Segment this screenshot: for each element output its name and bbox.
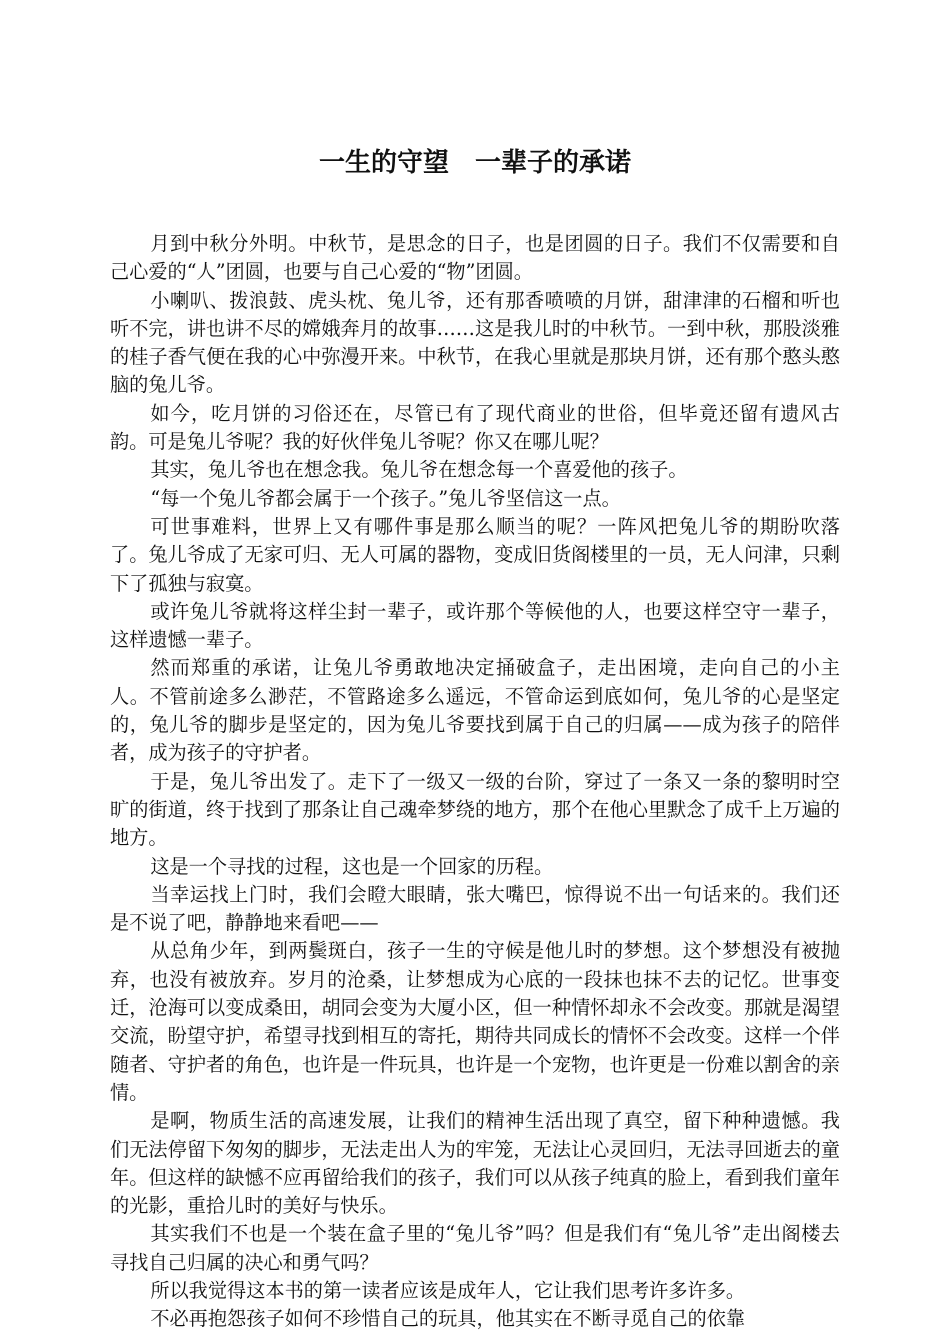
paragraph: 可世事难料，世界上又有哪件事是那么顺当的呢？一阵风把兔儿爷的期盼吹落了。兔儿爷成了无家可归、无人可属的器物，变成旧货阁楼里的一员，无人问津，只剩下了孤独与寂寞。	[110, 514, 840, 595]
paragraph: 是啊，物质生活的高速发展，让我们的精神生活出现了真空，留下种种遗憾。我们无法停留下匆匆的脚步，无法走出人为的牢笼，无法让心灵回归，无法寻回逝去的童年。但这样的缺憾不应再留给我们的孩子，我们可以从孩子纯真的脸上，看到我们童年的光影，重拾儿时的美好与快乐。	[110, 1109, 840, 1218]
paragraph: 于是，兔儿爷出发了。走下了一级又一级的台阶，穿过了一条又一条的黎明时空旷的街道，终于找到了那条让自己魂牵梦绕的地方，那个在他心里默念了成千上万遍的地方。	[110, 769, 840, 850]
paragraph: 或许兔儿爷就将这样尘封一辈子，或许那个等候他的人，也要这样空守一辈子，这样遗憾一辈子。	[110, 599, 840, 652]
article-body	[110, 230, 840, 1334]
paragraph: 当幸运找上门时，我们会瞪大眼睛，张大嘴巴，惊得说不出一句话来的。我们还是不说了吧，静静地来看吧——	[110, 882, 840, 935]
paragraph: 从总角少年，到两鬓斑白，孩子一生的守候是他儿时的梦想。这个梦想没有被抛弃，也没有被放弃。岁月的沧桑，让梦想成为心底的一段抹也抹不去的记忆。世事变迁，沧海可以变成桑田，胡同会变为大厦小区，但一种情怀却永不会改变。那就是渴望交流，盼望守护，希望寻找到相互的寄托，期待共同成长的情怀不会改变。这样一个伴随者、守护者的角色，也许是一件玩具，也许是一个宠物，也许更是一份难以割舍的亲情。	[110, 939, 840, 1104]
paragraph: 然而郑重的承诺，让兔儿爷勇敢地决定捅破盒子，走出困境，走向自己的小主人。不管前途多么渺茫，不管路途多么遥远，不管命运到底如何，兔儿爷的心是坚定的，兔儿爷的脚步是坚定的，因为兔儿爷要找到属于自己的归属——成为孩子的陪伴者，成为孩子的守护者。	[110, 656, 840, 765]
paragraph: 这是一个寻找的过程，这也是一个回家的历程。	[150, 854, 554, 878]
paragraph: 其实，兔儿爷也在想念我。兔儿爷在想念每一个喜爱他的孩子。	[150, 458, 688, 482]
paragraph: 不必再抱怨孩子如何不珍惜自己的玩具，他其实在不断寻觅自己的依靠	[150, 1307, 746, 1331]
paragraph: “每一个兔儿爷都会属于一个孩子。”兔儿爷坚信这一点。	[150, 486, 621, 510]
paragraph: 小喇叭、拨浪鼓、虎头枕、兔儿爷，还有那香喷喷的月饼，甜津津的石榴和听也听不完，讲也讲不尽的嫦娥奔月的故事……这是我儿时的中秋节。一到中秋，那股淡雅的桂子香气便在我的心中弥漫开来。中秋节，在我心里就是那块月饼，还有那个憨头憨脑的兔儿爷。	[110, 288, 840, 397]
paragraph: 月到中秋分外明。中秋节，是思念的日子，也是团圆的日子。我们不仅需要和自己心爱的“人”团圆，也要与自己心爱的“物”团圆。	[110, 232, 840, 284]
paragraph: 所以我觉得这本书的第一读者应该是成年人，它让我们思考许多许多。	[150, 1278, 746, 1302]
paragraph: 其实我们不也是一个装在盒子里的“兔儿爷”吗？但是我们有“兔儿爷”走出阁楼去寻找自己归属的决心和勇气吗？	[110, 1222, 840, 1274]
paragraph: 如今，吃月饼的习俗还在，尽管已有了现代商业的世俗，但毕竟还留有遗风古韵。可是兔儿爷呢？我的好伙伴兔儿爷呢？你又在哪儿呢？	[110, 401, 840, 454]
page-title: 一生的守望 一辈子的承诺	[318, 148, 631, 178]
